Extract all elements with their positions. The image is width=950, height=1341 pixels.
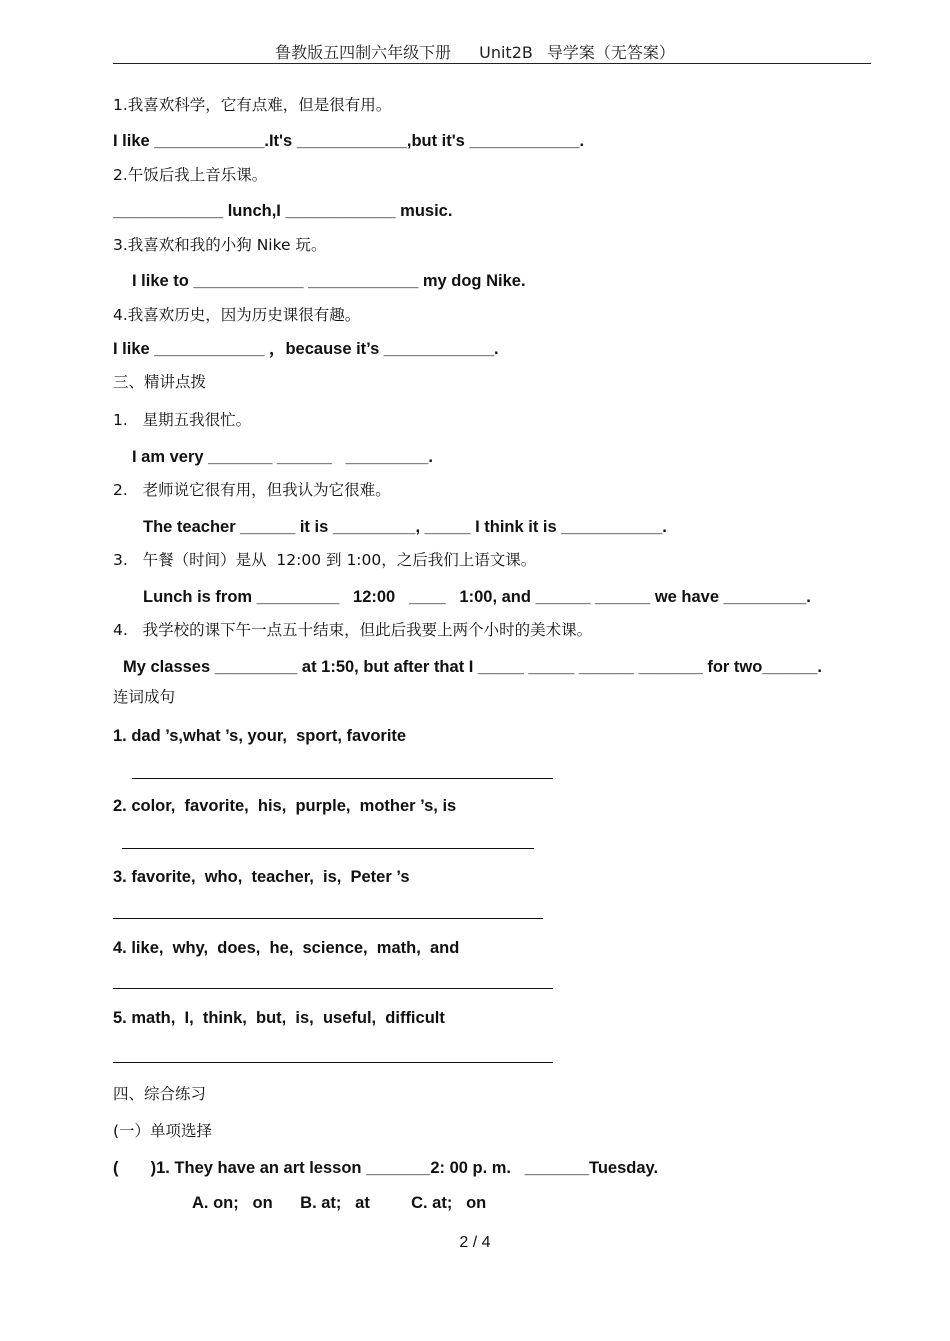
- answer-line-2: [122, 848, 534, 849]
- translate-q2-en: ____________ lunch,I ____________ music.: [113, 202, 453, 220]
- header-book-title: 鲁教版五四制六年级下册: [275, 43, 452, 62]
- section4-title: 四、综合练习: [113, 1085, 207, 1103]
- mc-question-1: ( )1. They have an art lesson _______2: 00 p. m. _______Tuesday.: [113, 1159, 659, 1177]
- translate-q4-cn: 4.我喜欢历史，因为历史课很有趣。: [113, 306, 361, 324]
- section4-subtitle: (一）单项选择: [113, 1122, 213, 1140]
- section3-p2-en: The teacher ______ it is _________, _____ I think it is ___________.: [143, 518, 667, 536]
- page-number: 2 / 4: [459, 1234, 491, 1251]
- translate-q3-cn: 3.我喜欢和我的小狗 Nike 玩。: [113, 236, 327, 254]
- section3-title: 三、精讲点拨: [113, 373, 207, 391]
- reorder-s5: 5. math, I, think, but, is, useful, difficult: [113, 1009, 445, 1027]
- page-header: [0, 40, 950, 63]
- translate-q3-en: I like to ____________ ____________ my dog Nike.: [132, 272, 526, 290]
- section3-p2-cn: 2. 老师说它很有用，但我认为它很难。: [113, 481, 391, 499]
- mc-question-1-options: A. on; on B. at; at C. at; on: [192, 1194, 487, 1212]
- answer-line-4: [113, 988, 553, 989]
- translate-q4-en: I like ____________ ，because it’s ____________.: [113, 340, 499, 358]
- translate-q1-en: I like ____________.It's ____________,but it's ____________.: [113, 132, 585, 150]
- translate-q1-cn: 1.我喜欢科学，它有点难，但是很有用。: [113, 96, 392, 114]
- section3-p4-cn: 4. 我学校的课下午一点五十结束，但此后我要上两个小时的美术课。: [113, 621, 593, 639]
- reorder-s1: 1. dad ’s,what ’s, your, sport, favorite: [113, 727, 407, 745]
- section3-p1-en: I am very _______ ______ _________.: [132, 448, 433, 466]
- answer-line-1: [132, 778, 553, 779]
- header-doc-type: 导学案（无答案）: [546, 43, 675, 62]
- section3-p4-en: My classes _________ at 1:50, but after that I _____ _____ ______ _______ for two______.: [123, 658, 822, 676]
- section3-p3-cn: 3. 午餐（时间）是从 12:00 到 1:00，之后我们上语文课。: [113, 551, 537, 569]
- answer-line-5: [113, 1062, 553, 1063]
- translate-q2-cn: 2.午饭后我上音乐课。: [113, 166, 268, 184]
- reorder-s4: 4. like, why, does, he, science, math, and: [113, 939, 460, 957]
- reorder-s2: 2. color, favorite, his, purple, mother ’s, is: [113, 797, 457, 815]
- header-unit: Unit2B: [479, 43, 533, 62]
- reorder-s3: 3. favorite, who, teacher, is, Peter ’s: [113, 868, 410, 886]
- answer-line-3: [113, 918, 543, 919]
- header-rule: [113, 63, 871, 64]
- reorder-title: 连词成句: [113, 688, 176, 706]
- section3-p3-en: Lunch is from _________ 12:00 ____ 1:00, and ______ ______ we have _________.: [143, 588, 811, 606]
- section3-p1-cn: 1. 星期五我很忙。: [113, 411, 252, 429]
